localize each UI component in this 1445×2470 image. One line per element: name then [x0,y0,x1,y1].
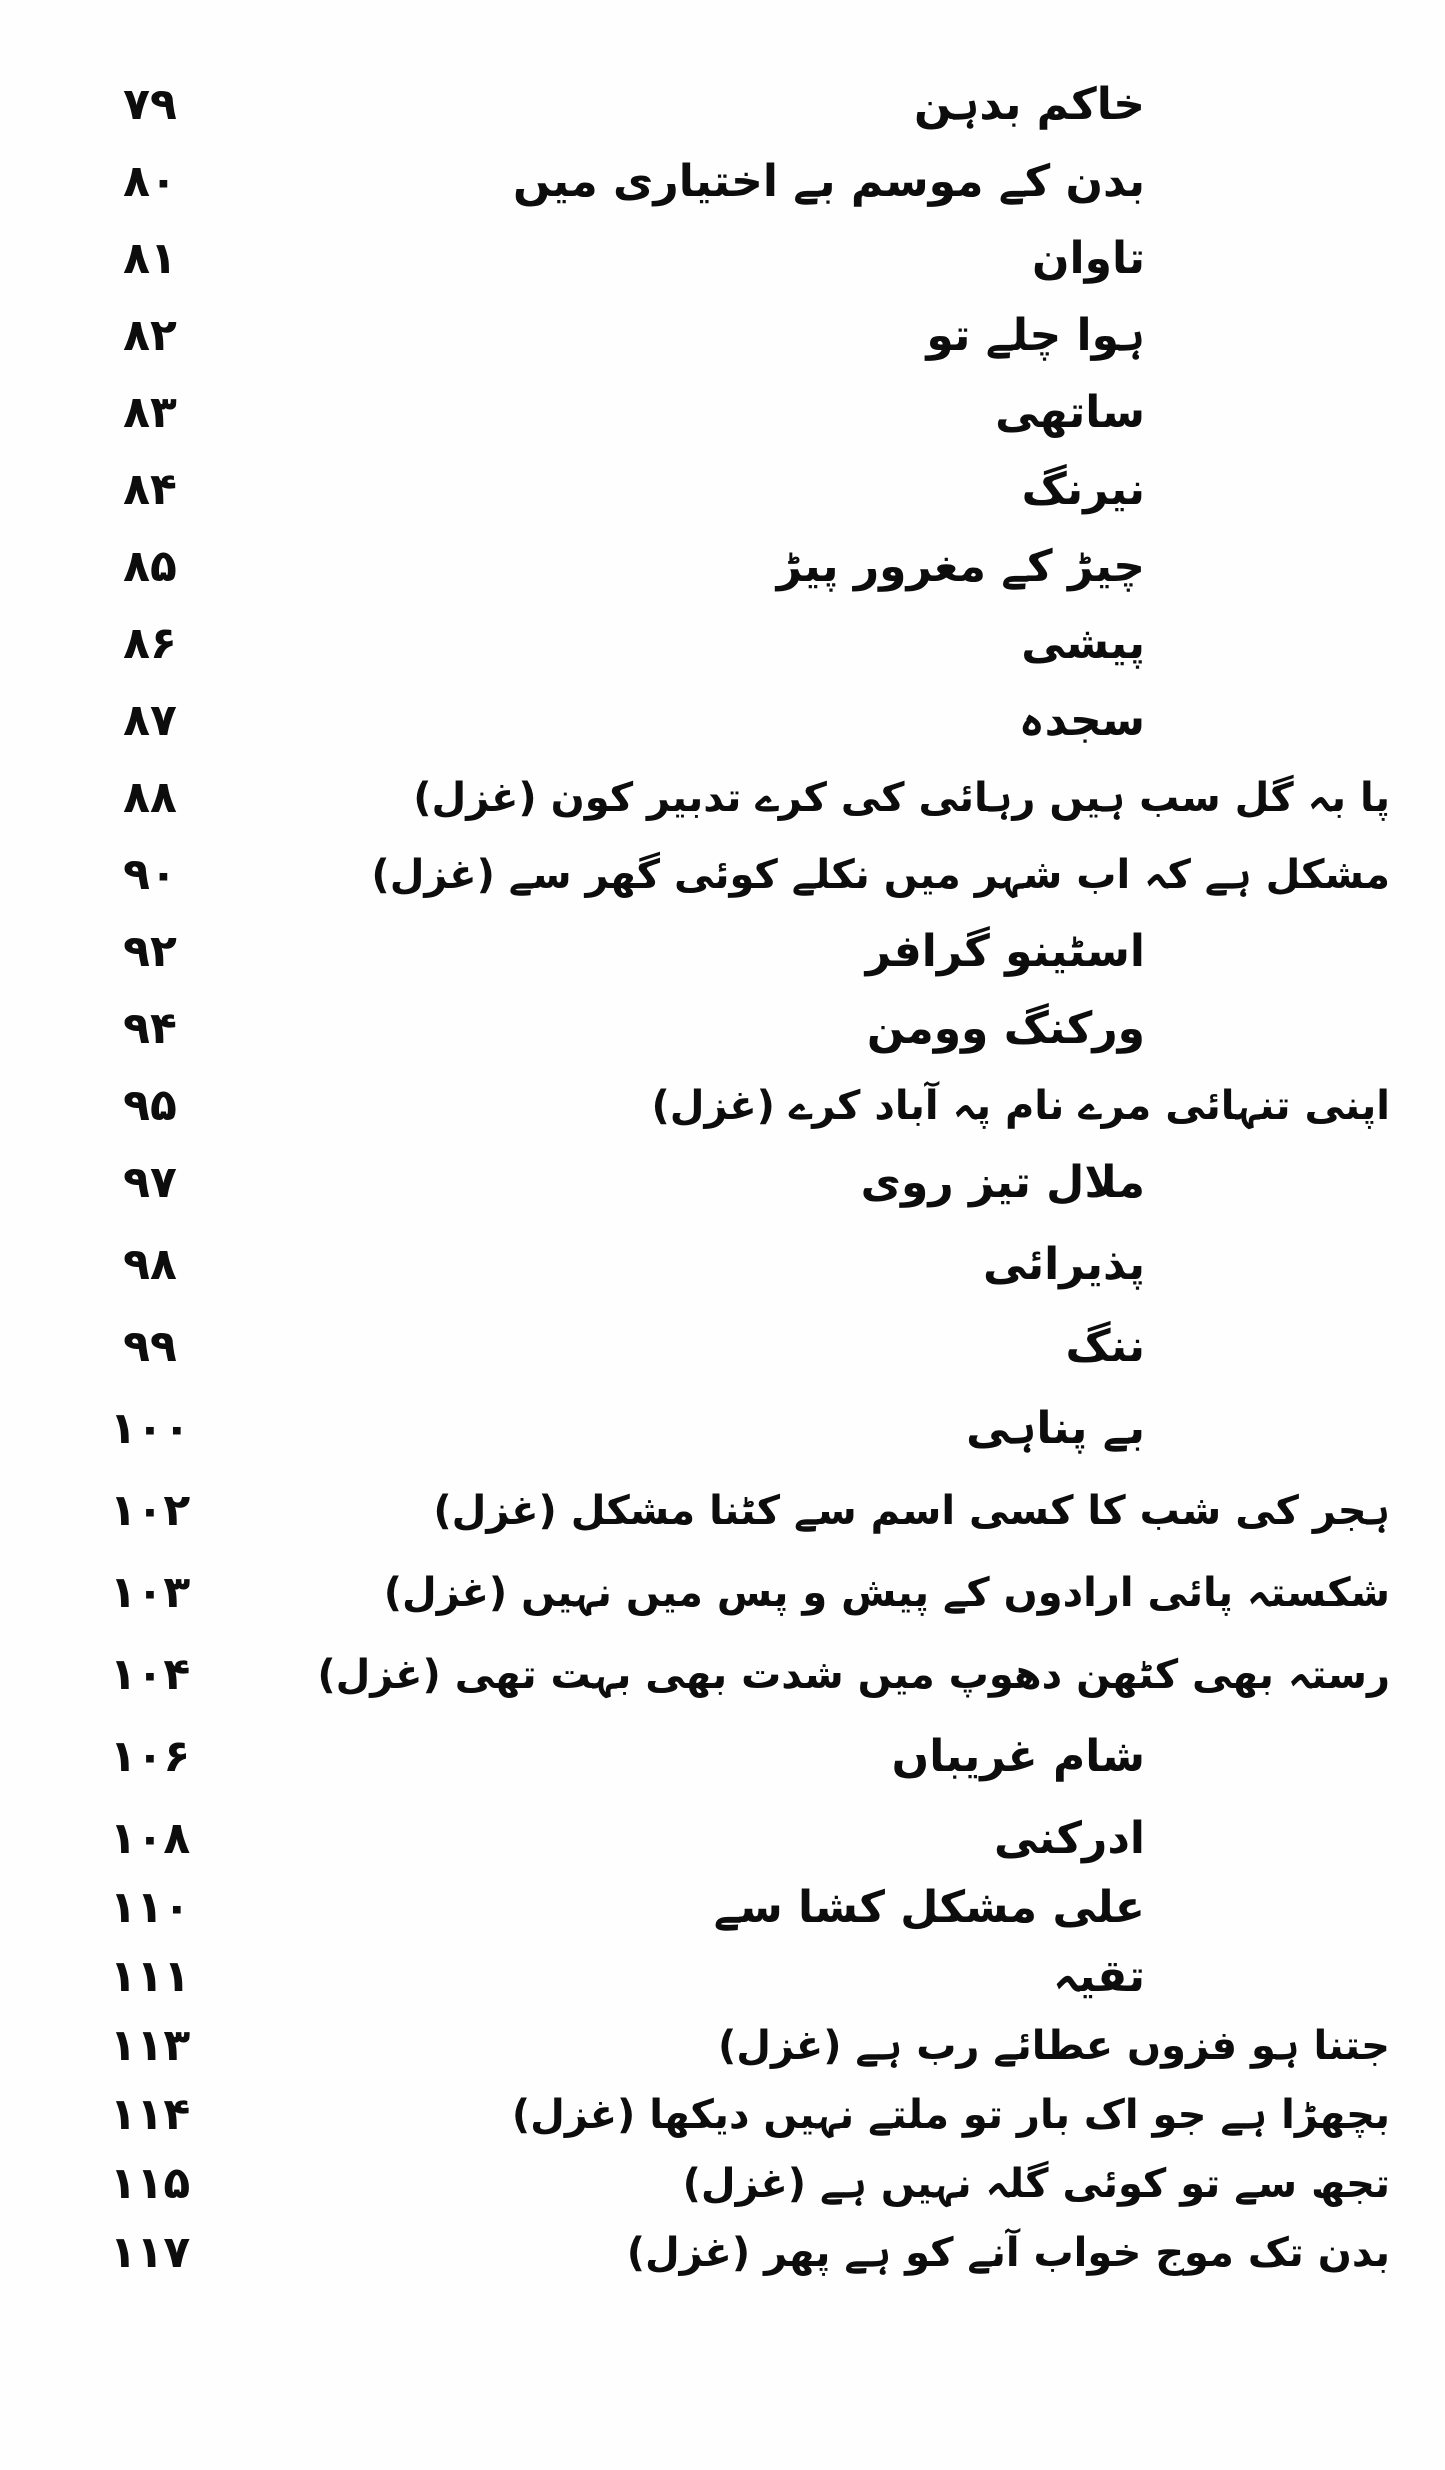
page-number: ۹۸ [123,1239,177,1290]
page-number: ۸۷ [123,695,177,746]
poem-title: بچھڑا ہے جو اک بار تو ملتے نہیں دیکھا (غزل) [511,2092,1390,2138]
poem-title: بدن تک موج خواب آنے کو ہے پھر (غزل) [626,2230,1390,2276]
page-number: ۱۰۳ [109,1567,191,1618]
poem-title: ادرکنی [993,1813,1145,1864]
poem-title: اپنی تنہائی مرے نام پہ آباد کرے (غزل) [651,1083,1390,1129]
poem-title: ورکنگ وومن [866,1003,1145,1054]
page-number: ۱۰۲ [109,1485,191,1536]
poem-title: ساتھی [995,387,1145,438]
page-number: ۱۰۸ [109,1813,191,1864]
page-number: ۸۸ [123,772,177,823]
poem-title: تاوان [1031,233,1145,284]
page-number: ۱۱۵ [109,2158,191,2209]
poem-title: رستہ بھی کٹھن دھوپ میں شدت بھی بہت تھی (غزل) [317,1652,1390,1698]
page-number: ۱۱۱ [109,1951,191,2002]
poem-title: تجھ سے تو کوئی گلہ نہیں ہے (غزل) [682,2161,1390,2207]
page-number: ۸۵ [123,541,177,592]
page-number: ۸۳ [123,387,177,438]
page-number: ۷۹ [123,79,177,130]
poem-title: تقیہ [1053,1951,1145,2002]
poem-title: بے پناہی [966,1403,1145,1454]
page-number: ۸۱ [123,233,177,284]
page-number: ۱۱۰ [109,1882,191,1933]
poem-title: اسٹینو گرافر [865,926,1145,977]
page-number: ۱۰۶ [109,1731,191,1782]
poem-title: ننگ [1065,1321,1145,1372]
page-number: ۸۰ [123,156,177,207]
page-number: ۸۶ [123,618,177,669]
poem-title: چیڑ کے مغرور پیڑ [776,541,1145,592]
toc-row [0,2205,1445,2301]
page-number: ۱۱۷ [109,2227,191,2278]
page-number: ۹۴ [123,1003,177,1054]
poem-title: جتنا ہو فزوں عطائے رب ہے (غزل) [718,2023,1390,2069]
poem-title: شام غریباں [891,1731,1145,1782]
page-number: ۱۱۳ [109,2020,191,2071]
page-number: ۹۰ [123,849,177,900]
poem-title: شکستہ پائی ارادوں کے پیش و پس میں نہیں (غزل) [383,1570,1390,1616]
poem-title: ہجر کی شب کا کسی اسم سے کٹنا مشکل (غزل) [433,1488,1390,1534]
poem-title: خاکم بدہن [914,79,1145,130]
poem-title: سجدہ [1018,695,1145,746]
poem-title: نیرنگ [1021,464,1145,515]
page-number: ۹۲ [123,926,177,977]
poem-title: علی مشکل کشا سے [713,1882,1145,1933]
poem-title: پا بہ گل سب ہیں رہائی کی کرے تدبیر کون (غزل) [413,775,1390,821]
poem-title: پیشی [1021,618,1145,669]
poem-title: ہوا چلے تو [926,310,1145,361]
page-number: ۱۱۴ [109,2089,191,2140]
page-number: ۸۴ [123,464,177,515]
poem-title: پذیرائی [983,1239,1145,1290]
page-number: ۹۵ [123,1080,177,1131]
poem-title: بدن کے موسم بے اختیاری میں [512,156,1145,207]
page-number: ۱۰۴ [109,1649,191,1700]
page-number: ۹۹ [123,1321,177,1372]
page-number: ۹۷ [123,1157,177,1208]
poem-title: ملال تیز روی [860,1157,1145,1208]
page-number: ۱۰۰ [109,1403,191,1454]
page-number: ۸۲ [123,310,177,361]
poem-title: مشکل ہے کہ اب شہر میں نکلے کوئی گھر سے (غزل) [371,852,1390,898]
